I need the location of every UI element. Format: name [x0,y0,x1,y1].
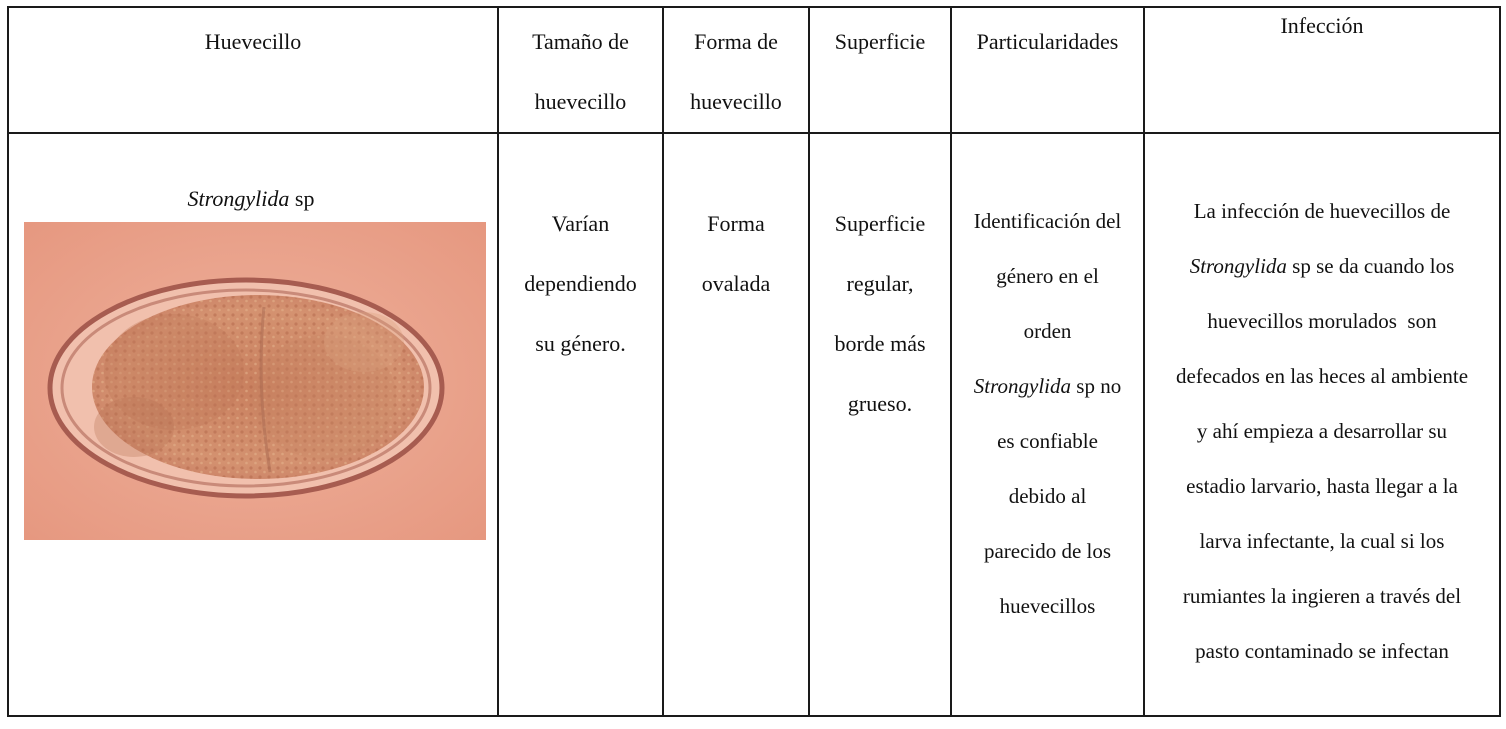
header-huevecillo-label: Huevecillo [204,29,302,54]
particularidades-rest: sp no [1071,374,1122,398]
header-forma [663,7,809,133]
particularidades-line: huevecillos [999,594,1096,618]
particularidades-line: género en el [996,264,1099,288]
header-infeccion-label: Infección [1280,13,1364,38]
header-superficie-label: Superficie [834,29,926,54]
species-italic: Strongylida [187,186,290,211]
header-huevecillo [8,7,498,133]
infeccion-line: huevecillos morulados son [1207,309,1437,333]
infeccion-line: larva infectante, la cual si los [1199,529,1445,553]
egg-image [24,222,486,540]
superficie-line: grueso. [847,391,913,416]
superficie-line: regular, [846,271,914,296]
infeccion-line: y ahí empieza a desarrollar su [1196,419,1448,443]
header-tamano-line: Tamaño de [532,29,629,54]
egg-table [7,6,1501,717]
cell-infeccion [1144,133,1500,716]
forma-line: Forma [707,211,765,236]
header-particularidades [951,7,1144,133]
particularidades-line: Identificación del [973,209,1122,233]
species-suffix: sp [289,186,315,211]
cell-particularidades [951,133,1144,716]
particularidades-line: es confiable [997,429,1098,453]
header-tamano-line: huevecillo [534,89,627,114]
superficie-line: Superficie [834,211,926,236]
header-particularidades-label: Particularidades [976,29,1119,54]
particularidades-italic: Strongylida [973,374,1072,398]
table-row [8,133,1500,716]
cell-forma [663,133,809,716]
infeccion-line: defecados en las heces al ambiente [1175,364,1469,388]
header-superficie [809,7,951,133]
infeccion-line: La infección de huevecillos de [1193,199,1451,223]
header-forma-line: huevecillo [690,89,782,114]
tamano-line: su género. [535,331,626,356]
egg-micrograph [24,222,486,540]
cell-superficie [809,133,951,716]
particularidades-line: parecido de los [983,539,1112,563]
cell-tamano [498,133,663,716]
infeccion-line: estadio larvario, hasta llegar a la [1186,474,1458,498]
cell-huevecillo [8,133,498,716]
infeccion-line: rumiantes la ingieren a través del [1182,584,1462,608]
species-name [9,184,497,214]
forma-line: ovalada [701,271,771,296]
tamano-line: dependiendo [524,271,637,296]
header-row [8,7,1500,133]
particularidades-line: debido al [1008,484,1087,508]
tamano-line: Varían [551,211,610,236]
infeccion-line: pasto contaminado se infectan [1195,639,1449,663]
superficie-line: borde más [834,331,926,356]
infeccion-line [1145,239,1499,294]
header-forma-line: Forma de [694,29,778,54]
particularidades-line: orden [1023,319,1072,343]
header-tamano [498,7,663,133]
particularidades-line [952,359,1143,414]
infeccion-rest: sp se da cuando los [1286,254,1455,278]
header-infeccion [1144,7,1500,133]
infeccion-italic: Strongylida [1189,254,1287,278]
